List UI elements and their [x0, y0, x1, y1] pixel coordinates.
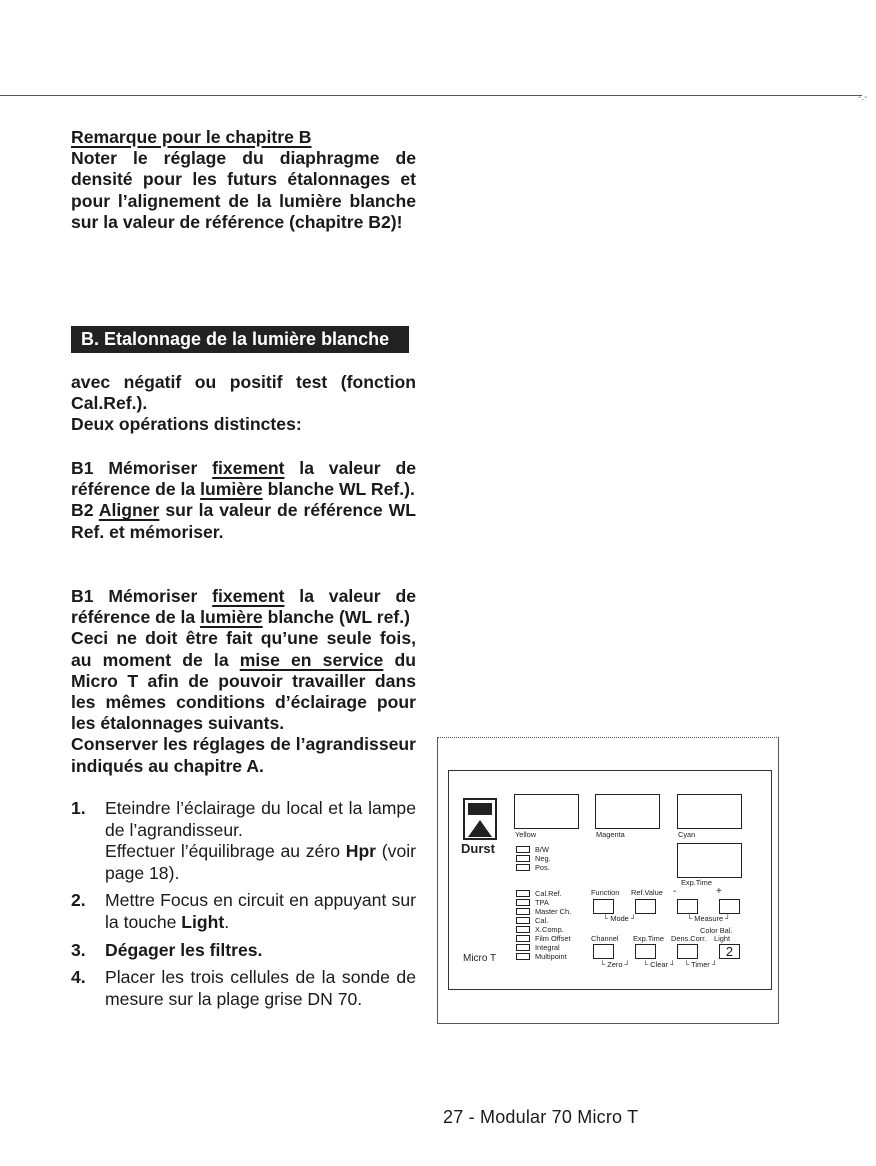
led-calref [516, 890, 530, 897]
channel-key[interactable] [593, 944, 614, 959]
intro-line-1: avec négatif ou positif test (fonction Cal.Ref.). [71, 372, 416, 414]
note-title: Remarque pour le chapitre B [71, 127, 312, 147]
step-4: 4. Placer les trois cellules de la sonde de mesure sur la plage grise DN 70. [71, 967, 416, 1009]
display-magenta [595, 794, 660, 829]
plus-key[interactable] [719, 899, 740, 914]
b1-paragraph-2: Conserver les réglages de l’agrandisseur indiqués au chapitre A. [71, 734, 416, 776]
step-3: 3. Dégager les filtres. [71, 939, 263, 960]
intro-line-2: Deux opérations distinctes: [71, 414, 302, 435]
operation-b2: B2 Aligner sur la valeur de référence WL Ref. et mémoriser. [71, 500, 416, 542]
film-mode-pos: Pos. [535, 863, 550, 872]
bracket-clear: └ Clear ┘ [643, 960, 676, 969]
dens-corr-key[interactable] [677, 944, 698, 959]
b1-section [71, 586, 416, 777]
display-cyan-label: Cyan [678, 830, 696, 839]
function-master-ch: Master Ch. [535, 907, 572, 916]
b1-heading: B1 Mémoriser fixement la valeur de référence de la lumière blanche (WL ref.) [71, 586, 416, 628]
ref-value-key[interactable] [635, 899, 656, 914]
panel-model: Micro T [463, 953, 497, 964]
led-xcomp [516, 926, 530, 933]
operations [71, 458, 416, 543]
bracket-measure: └ Measure ┘ [687, 914, 731, 923]
function-cal: Cal. [535, 916, 549, 925]
steps-list [71, 798, 416, 1016]
note [71, 127, 416, 233]
led-multipoint [516, 953, 530, 960]
led-bw [516, 846, 530, 853]
label-ref-value: Ref.Value [631, 888, 663, 897]
label-plus: + [716, 886, 722, 897]
film-mode-neg: Neg. [535, 854, 551, 863]
function-multipoint: Multipoint [535, 952, 567, 961]
led-master-ch [516, 908, 530, 915]
function-tpa: TPA [535, 898, 549, 907]
exp-time-key[interactable] [635, 944, 656, 959]
display-exp-time-label: Exp.Time [681, 878, 712, 887]
label-minus: - [673, 886, 677, 897]
label-dens-corr: Dens.Corr. [671, 934, 707, 943]
top-rule [0, 95, 862, 96]
label-color-bal: Color Bal. [700, 926, 733, 935]
led-tpa [516, 899, 530, 906]
note-body: Noter le réglage du diaphragme de densité pour les futurs étalonnages et pour l’alignement de la lumière blanche sur la valeur de référence (chapitre B2)! [71, 148, 416, 232]
function-key[interactable] [593, 899, 614, 914]
display-yellow [514, 794, 579, 829]
top-rule-mark: -.- [858, 92, 868, 103]
display-yellow-label: Yellow [515, 830, 537, 839]
led-neg [516, 855, 530, 862]
step-1: 1. Eteindre l’éclairage du local et la lampe de l’agrandisseur. Effectuer l’équilibrage au zéro Hpr (voir page 18). [71, 798, 417, 883]
led-cal [516, 917, 530, 924]
display-cyan [677, 794, 742, 829]
bracket-zero: └ Zero ┘ [600, 960, 630, 969]
bracket-mode: └ Mode ┘ [603, 914, 637, 923]
function-calref: Cal.Ref. [535, 889, 562, 898]
step-2: 2. Mettre Focus en circuit en appuyant sur la touche Light. [71, 890, 416, 932]
minus-key[interactable] [677, 899, 698, 914]
label-light: Light [714, 934, 731, 943]
label-exp-time: Exp.Time [633, 934, 664, 943]
function-integral: Integral [535, 943, 560, 952]
bracket-timer: └ Timer ┘ [684, 960, 718, 969]
section-header: B. Etalonnage de la lumière blanche [71, 326, 409, 353]
page-footer: 27 - Modular 70 Micro T [443, 1107, 639, 1127]
section-intro [71, 372, 416, 436]
function-film-offset: Film Offset [535, 934, 571, 943]
display-magenta-label: Magenta [596, 830, 625, 839]
led-pos [516, 864, 530, 871]
operation-b1: B1 Mémoriser fixement la valeur de référence de la lumière blanche WL Ref.). [71, 458, 416, 500]
panel-brand: Durst [461, 841, 495, 856]
led-integral [516, 944, 530, 951]
durst-logo-icon [463, 798, 497, 840]
label-function: Function [591, 888, 620, 897]
led-film-offset [516, 935, 530, 942]
display-exp-time [677, 843, 742, 878]
label-channel: Channel [591, 934, 619, 943]
light-key[interactable]: 2 [719, 944, 740, 959]
function-xcomp: X.Comp. [535, 925, 564, 934]
film-mode-bw: B/W [535, 845, 549, 854]
b1-paragraph-1: Ceci ne doit être fait qu’une seule fois, au moment de la mise en service du Micro T afin de pouvoir travailler dans les mêmes conditions d’éclairage pour les étalonnages suivants. [71, 628, 416, 734]
